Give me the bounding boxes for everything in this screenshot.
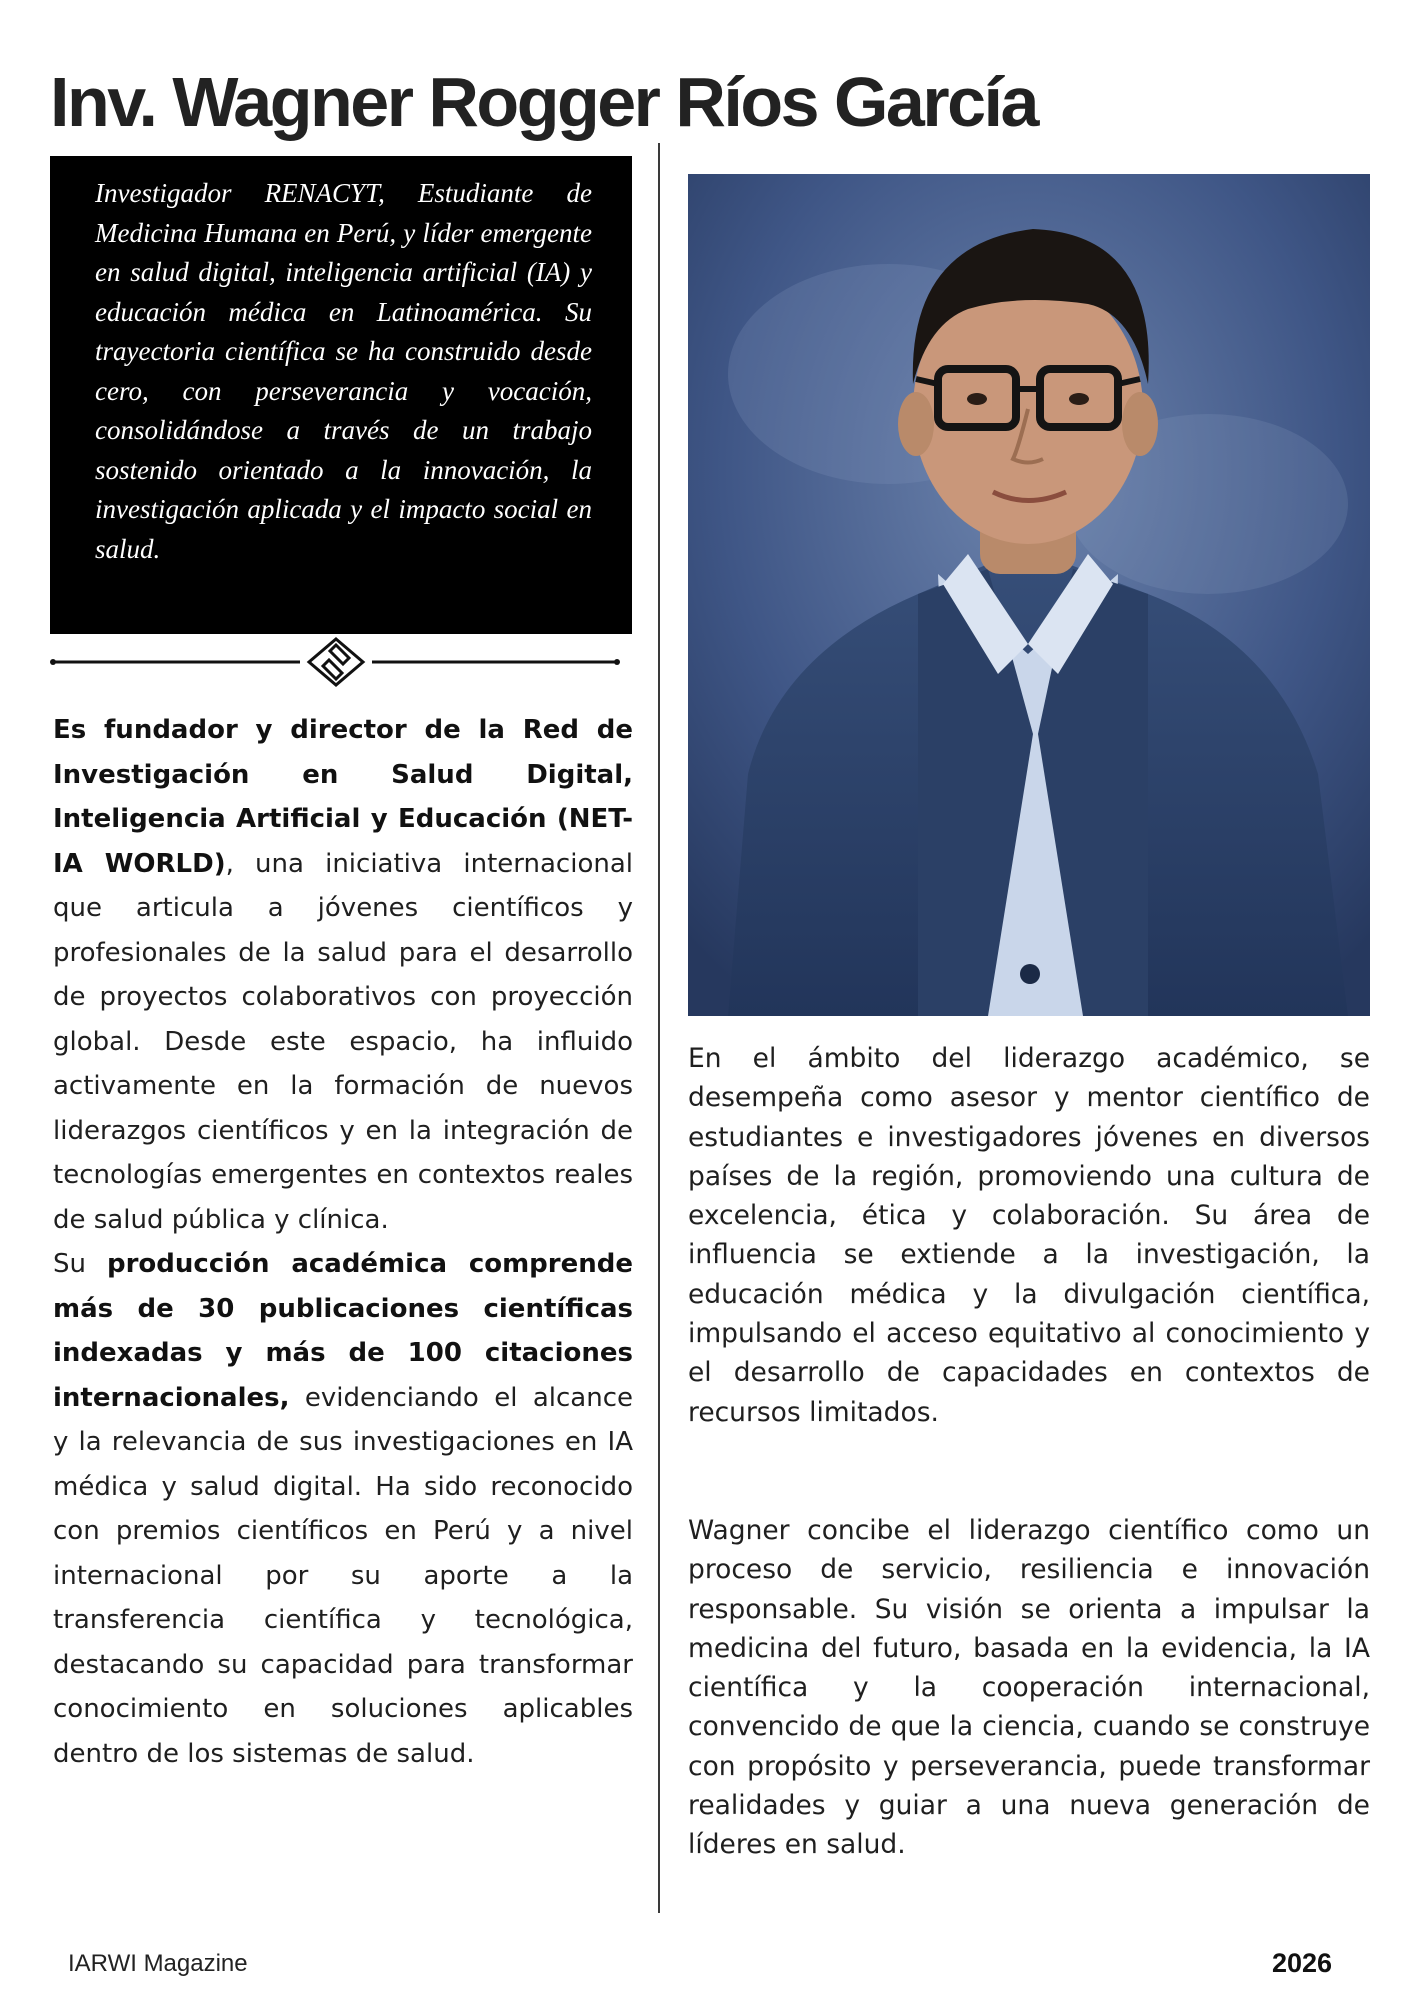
right-paragraph-2: Wagner concibe el liderazgo científico como un proceso de servicio, resiliencia e innovación responsable. Su visión se orienta a impulsar la medicina del futuro, basada en la evidencia, la IA científica y la cooperación internacional, convencido de que la ciencia, cuando se construye con propósito y perseverancia, puede transformar realidades y guiar a una nueva generación de líderes en salud. (688, 1515, 1370, 1861)
intro-text: Investigador RENACYT, Estudiante de Medicina Humana en Perú, y líder emergente en salud digital, inteligencia artificial (IA) y educación médica en Latinoamérica. Su trayectoria científica se ha construido desde cero, con perseverancia y vocación, consolidándose a través de un trabajo sostenido orientado a la innovación, la investigación aplicada y el impacto social en salud. (95, 178, 592, 564)
left-p1-rest: , una iniciativa internacional que articula a jóvenes científicos y profesionales de la salud para el desarrollo de proyectos colaborativos con proyección global. Desde este espacio, ha influido activamente en la formación de nuevos liderazgos científicos y en la integración de tecnologías emergentes en contextos reales de salud pública y clínica. (53, 848, 633, 1235)
right-paragraph-1: En el ámbito del liderazgo académico, se desempeña como asesor y mentor científico de estudiantes e investigadores jóvenes en diversos países de la región, promoviendo una cultura de excelencia, ética y colaboración. Su área de influencia se extiende a la investigación, la educación médica y la divulgación científica, impulsando el acceso equitativo al conocimiento y el desarrollo de capacidades en contextos de recursos limitados. (688, 1043, 1370, 1428)
left-p2-start: Su (53, 1249, 107, 1279)
left-p1-bold: Es fundador y director de la Red de Investigación en Salud Digital, Inteligencia Artificial y Educación (NET-IA WORLD) (53, 715, 633, 879)
portrait-photo (688, 174, 1370, 1016)
footer-year: 2026 (1272, 1948, 1333, 1978)
footer-magazine: IARWI Magazine (68, 1950, 248, 1977)
left-p2-rest: evidenciando el alcance y la relevancia de sus investigaciones en IA médica y salud digital. Ha sido reconocido con premios científicos en Perú y a nivel internacional por su aporte a la transferencia científica y tecnológica, destacando su capacidad para transformar conocimiento en soluciones aplicables dentro de los sistemas de salud. (53, 1382, 633, 1769)
intro-box (50, 156, 632, 634)
left-p2-bold: producción académica comprende más de 30 publicaciones científicas indexadas y más de 100 citaciones internacionales, (53, 1249, 634, 1413)
column-divider (658, 143, 660, 1913)
left-column-text (53, 708, 633, 1776)
page-title: Inv. Wagner Rogger Ríos García (50, 63, 1037, 141)
diamond-link-icon (50, 636, 620, 688)
